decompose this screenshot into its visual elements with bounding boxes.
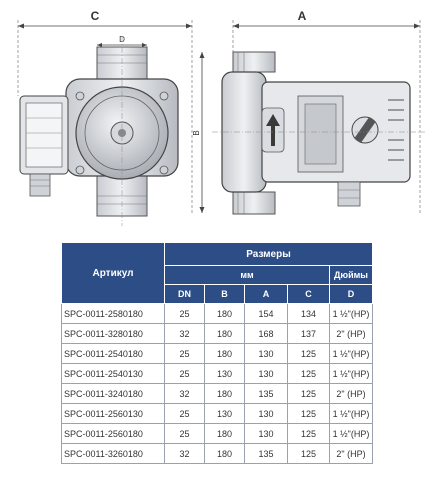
- col-a: A: [245, 285, 288, 304]
- cell-a: 154: [245, 304, 288, 324]
- cell-dn: 32: [165, 444, 205, 464]
- dim-a-label: A: [297, 9, 307, 23]
- dim-c-label: C: [90, 9, 100, 23]
- dim-b-label: B: [192, 130, 201, 136]
- cell-article: SPC-0011-2560180: [62, 424, 165, 444]
- cell-article: SPC-0011-3280180: [62, 324, 165, 344]
- cell-a: 130: [245, 364, 288, 384]
- cell-article: SPC-0011-3260180: [62, 444, 165, 464]
- header-sizes: Размеры: [165, 243, 373, 266]
- table-row: [62, 324, 373, 344]
- col-c: C: [288, 285, 330, 304]
- cell-a: 168: [245, 324, 288, 344]
- table-row: [62, 384, 373, 404]
- header-mm: мм: [165, 266, 330, 285]
- cell-c: 137: [288, 324, 330, 344]
- cell-c: 125: [288, 344, 330, 364]
- cell-b: 130: [205, 404, 245, 424]
- table-row: [62, 304, 373, 324]
- cell-article: SPC-0011-2560130: [62, 404, 165, 424]
- cell-b: 180: [205, 424, 245, 444]
- cell-b: 180: [205, 384, 245, 404]
- cell-d: 1 ½"(HP): [330, 364, 373, 384]
- col-dn: DN: [165, 285, 205, 304]
- table-row: [62, 444, 373, 464]
- cell-c: 125: [288, 444, 330, 464]
- cell-article: SPC-0011-2580180: [62, 304, 165, 324]
- dim-d-label: D: [119, 35, 125, 44]
- table-row: [62, 404, 373, 424]
- table-row: [62, 364, 373, 384]
- cell-d: 1 ½"(HP): [330, 404, 373, 424]
- cell-c: 125: [288, 364, 330, 384]
- cell-dn: 25: [165, 404, 205, 424]
- cell-dn: 32: [165, 384, 205, 404]
- cell-d: 1 ½"(HP): [330, 304, 373, 324]
- cell-a: 130: [245, 404, 288, 424]
- dimensions-table: [61, 242, 373, 464]
- cell-d: 2" (HP): [330, 444, 373, 464]
- cell-b: 130: [205, 364, 245, 384]
- cell-a: 130: [245, 344, 288, 364]
- cell-article: SPC-0011-2540130: [62, 364, 165, 384]
- cell-b: 180: [205, 304, 245, 324]
- cell-c: 125: [288, 384, 330, 404]
- cell-a: 135: [245, 444, 288, 464]
- table-row: [62, 424, 373, 444]
- cell-dn: 25: [165, 304, 205, 324]
- col-b: B: [205, 285, 245, 304]
- header-article: Артикул: [62, 243, 165, 304]
- pump-front-view: [18, 9, 192, 226]
- cell-c: 134: [288, 304, 330, 324]
- cell-d: 2" (HP): [330, 324, 373, 344]
- cell-dn: 25: [165, 344, 205, 364]
- table-row: [62, 344, 373, 364]
- cell-a: 130: [245, 424, 288, 444]
- col-d: D: [330, 285, 373, 304]
- pump-dimension-drawing: [0, 0, 435, 232]
- cell-dn: 25: [165, 364, 205, 384]
- cell-a: 135: [245, 384, 288, 404]
- cell-b: 180: [205, 344, 245, 364]
- cell-d: 1 ½"(HP): [330, 344, 373, 364]
- cell-c: 125: [288, 424, 330, 444]
- cell-c: 125: [288, 404, 330, 424]
- cell-d: 2" (HP): [330, 384, 373, 404]
- pump-side-view: [192, 9, 425, 215]
- cell-article: SPC-0011-3240180: [62, 384, 165, 404]
- cell-b: 180: [205, 444, 245, 464]
- cell-article: SPC-0011-2540180: [62, 344, 165, 364]
- cell-d: 1 ½"(HP): [330, 424, 373, 444]
- header-inches: Дюймы: [330, 266, 373, 285]
- cell-dn: 25: [165, 424, 205, 444]
- cell-b: 180: [205, 324, 245, 344]
- cell-dn: 32: [165, 324, 205, 344]
